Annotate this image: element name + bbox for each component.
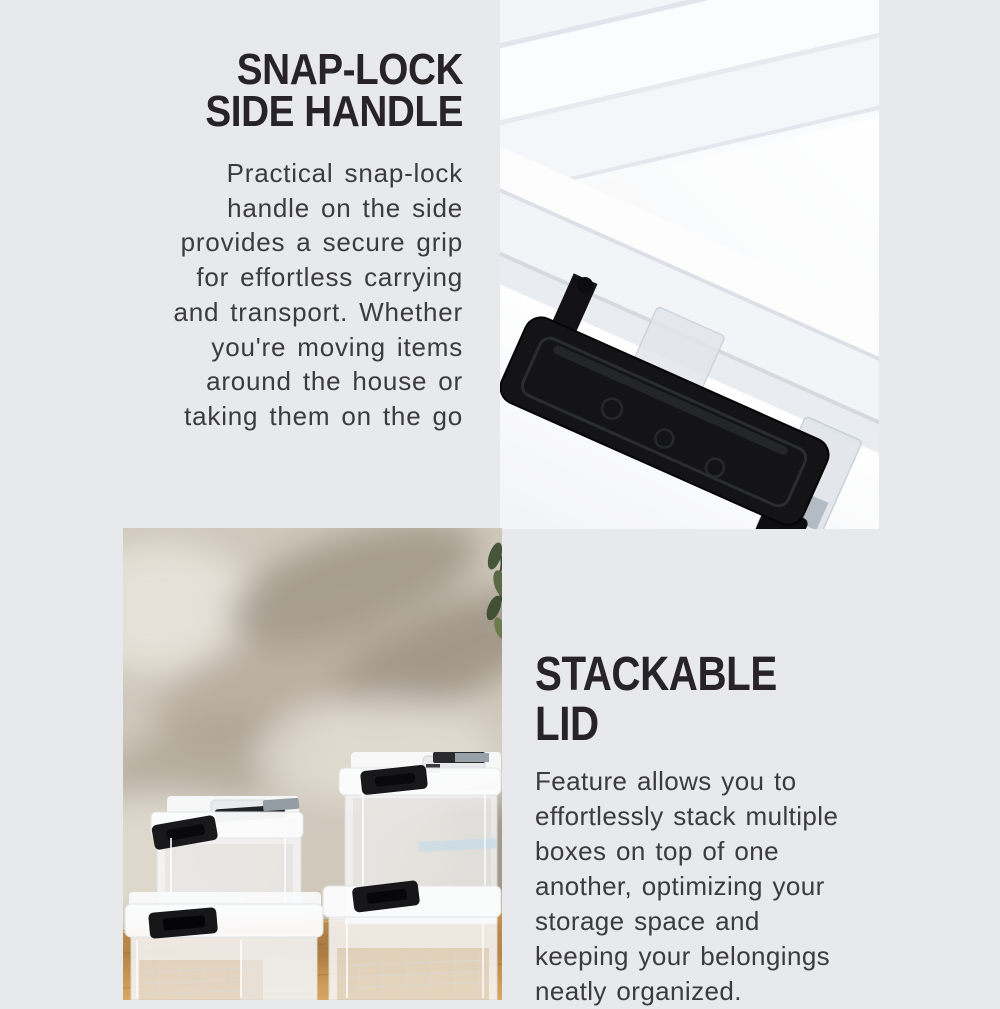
storage-box-right-bottom — [323, 880, 501, 1000]
heading-line-1: SNAP-LOCK — [236, 45, 463, 94]
snap-lock-body — [103, 156, 463, 434]
snap-lock-heading — [103, 45, 463, 136]
handle-closeup-photo — [500, 0, 879, 529]
stackable-lid-heading — [535, 650, 905, 750]
stacked-boxes-art — [123, 528, 502, 1000]
heading-line: STACKABLE LID — [535, 648, 777, 751]
snap-lock-section — [103, 45, 463, 434]
body-line: Practical snap-lock — [226, 158, 463, 188]
heading-line-2: SIDE HANDLE — [205, 87, 463, 136]
body-line: storage space and — [535, 906, 760, 936]
body-line: boxes on top of one — [535, 836, 780, 866]
stacked-boxes-photo — [123, 528, 502, 1000]
body-line: effortlessly stack multiple — [535, 801, 839, 831]
body-line: Feature allows you to — [535, 766, 797, 796]
storage-box-front-left — [125, 892, 323, 1000]
body-line: taking them on the go — [184, 400, 463, 431]
body-line: around the house or — [206, 366, 463, 397]
body-line: you're moving items — [211, 331, 463, 362]
body-line: for effortless carrying — [196, 262, 463, 293]
body-line: and transport. Whether — [173, 296, 463, 327]
body-line: keeping your belongings — [535, 941, 831, 971]
handle-closeup-art — [500, 0, 879, 529]
stackable-lid-section — [535, 650, 905, 1009]
stackable-lid-body — [535, 764, 905, 1009]
body-line: provides a secure grip — [180, 227, 463, 258]
body-line: handle on the side — [227, 192, 463, 223]
body-line: neatly organized. — [535, 976, 742, 1006]
body-line: another, optimizing your — [535, 871, 825, 901]
